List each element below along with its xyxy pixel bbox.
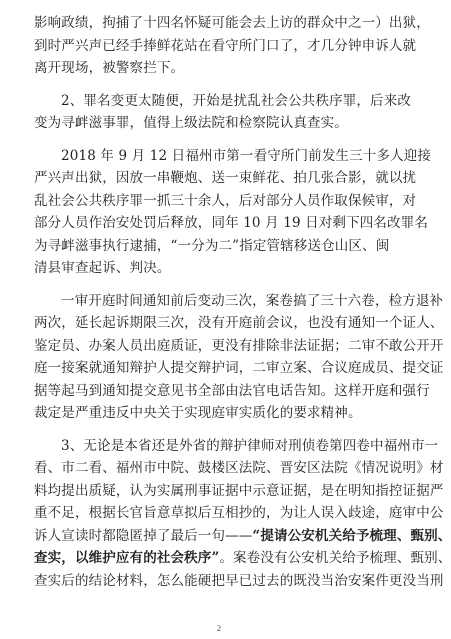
text-line-with-bold xyxy=(34,547,451,570)
paragraph-2018-event xyxy=(34,145,432,280)
paragraph-point-2 xyxy=(34,90,411,135)
text-line: 变为寻衅滋事罪，值得上级法院和检察院认真查实。 xyxy=(34,115,348,131)
text-line: 严兴声出狱，因放一串鞭炮、送一束鲜花、拍几张合影，就以扰 xyxy=(34,170,417,186)
text-line: 清县审查起诉、判决。 xyxy=(34,260,171,276)
text-line: 2018 年 9 月 12 日福州市第一看守所门前发生三十多人迎接 xyxy=(61,147,432,164)
paragraph-trial-process xyxy=(34,290,444,425)
text-line: 裁定是严重违反中央关于实现庭审实质化的要求精神。 xyxy=(34,405,362,421)
bold-quote-span: 查实，以维护应有的社会秩序” xyxy=(34,550,220,566)
page-number: 2 xyxy=(217,624,221,633)
text-line: 部分人员作治安处罚后释放，同年 10 月 19 日对剩下四名改罪名 xyxy=(34,215,428,231)
text-line: 重不足，根据长官旨意草拟后互相抄的，为让人误入歧途，庭审中公 xyxy=(34,505,444,521)
text-line: 查实后的结论材料，怎么能硬把早已过去的既没当治安案件更没当刑 xyxy=(34,572,444,589)
text-line-with-bold xyxy=(34,525,451,548)
text-line: 一审开庭时间通知前后变动三次，案卷搞了三十六卷，检方退补 xyxy=(61,292,444,309)
paragraph-point-3 xyxy=(34,435,451,593)
text-line: 到时严兴声已经手捧鲜花站在看守所门口了，才几分钟申诉人就 xyxy=(34,37,417,54)
text-line: 看、市二看、福州市中院、鼓楼区法院、晋安区法院《情况说明》材 xyxy=(34,460,444,476)
text-line: 料均提出质疑，认为实属刑事证据中示意证据，是在明知指控证据严 xyxy=(34,482,444,499)
text-line: 为寻衅滋事执行逮捕，“一分为二”指定管辖移送仓山区、闽 xyxy=(34,237,390,254)
text-line: 据等起马到通知提交意见书全部由法官电话告知。这样开庭和强行 xyxy=(34,382,430,399)
text-line: 鉴定员、办案人员出庭质证，更没有排除非法证据；二审不敢公开开 xyxy=(34,337,444,354)
text-line: 影响政绩，拘捕了十四名怀疑可能会去上访的群众中之一）出狱， xyxy=(34,15,430,31)
paragraph-continuation xyxy=(34,12,430,80)
text-line: 3、无论是本省还是外省的辩护律师对刑侦卷第四卷中福州市一 xyxy=(61,437,439,454)
plain-span: 诉人宣读时都隐匿掉了最后一句—— xyxy=(34,527,253,544)
plain-span: 。案卷没有公安机关给予梳理、甄别、 xyxy=(219,550,451,566)
text-line: 2、罪名变更太随便，开始是扰乱社会公共秩序罪，后来改 xyxy=(61,92,411,109)
bold-quote-span: “提请公安机关给予梳理、甄别、 xyxy=(252,527,451,544)
text-line: 两次，延长起诉期限三次，没有开庭前会议，也没有通知一个证人、 xyxy=(34,315,444,331)
text-line: 庭一接案就通知辩护人提交辩护词，二审立案、合议庭成员、提交证 xyxy=(34,360,444,376)
text-line: 离开现场，被警察拦下。 xyxy=(34,60,185,76)
text-line: 乱社会公共秩序罪一抓三十余人，后对部分人员作取保候审，对 xyxy=(34,192,417,209)
